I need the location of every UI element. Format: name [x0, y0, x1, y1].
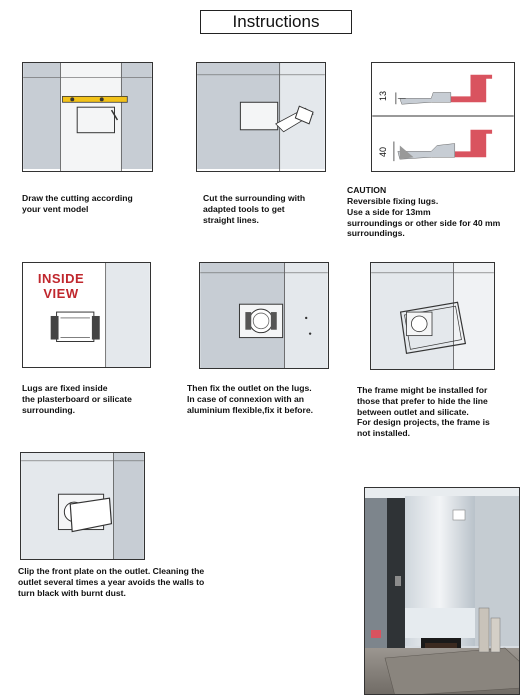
step-4-caption: Lugs are fixed inside the plasterboard or silicate surrounding. [22, 383, 132, 415]
step-7-illustration [20, 452, 145, 560]
step-3-caution-title: CAUTION [347, 185, 387, 195]
page-title: Instructions [200, 10, 352, 34]
inside-view-label: INSIDE VIEW [37, 271, 85, 301]
dimension-40-label: 40 [378, 146, 389, 158]
lugs-drawing-svg [372, 63, 514, 171]
frame-drawing-svg [371, 263, 494, 369]
step-2-caption: Cut the surrounding with adapted tools to get straight lines. [203, 193, 306, 225]
outlet-drawing-svg [200, 263, 328, 368]
step-6-illustration [370, 262, 495, 370]
installed-fireplace-photo [364, 487, 520, 695]
step-5-caption: Then fix the outlet on the lugs. In case of connexion with an aluminium flexible,fix it before. [187, 383, 314, 415]
dimension-13-label: 13 [378, 90, 389, 102]
step-1-caption: Draw the cutting according your vent model [22, 193, 133, 214]
wall-drawing-svg [23, 63, 152, 171]
front-plate-drawing-svg [21, 453, 144, 559]
step-5-illustration [199, 262, 329, 369]
step-3-caption: Reversible fixing lugs. Use a side for 13mm surroundings or other side for 40 mm surroundings. [347, 196, 501, 239]
step-6-caption: The frame might be installed for those that prefer to hide the line between outlet and silicate. For design projects, the frame is not installed. [357, 385, 490, 439]
step-2-illustration [196, 62, 326, 172]
fireplace-photo-svg [365, 488, 520, 695]
step-4-illustration [22, 262, 151, 368]
saw-drawing-svg [197, 63, 325, 171]
step-1-illustration [22, 62, 153, 172]
step-3-illustration [371, 62, 515, 172]
step-7-caption: Clip the front plate on the outlet. Cleaning the outlet several times a year avoids the walls to turn black with burnt dust. [18, 566, 205, 598]
